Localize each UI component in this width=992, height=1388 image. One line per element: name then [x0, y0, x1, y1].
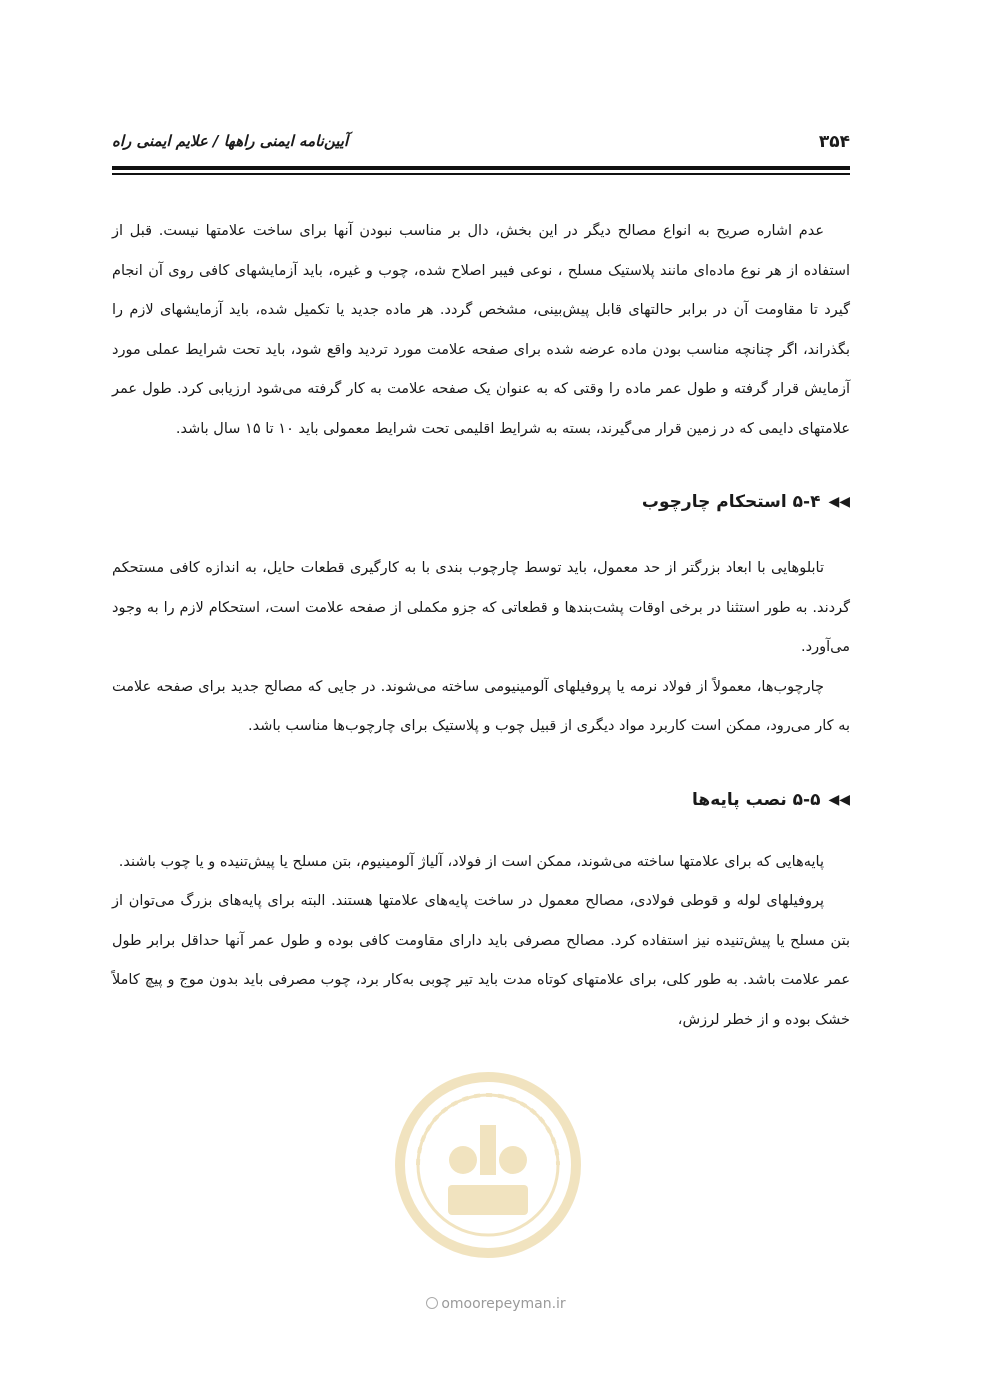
header-rule-thick: [112, 166, 850, 170]
intro-paragraph: عدم اشاره صریح به انواع مصالح دیگر در این بخش، دال بر مناسب نبودن آنها برای ساخت علامتها نیست. قبل از استفاده از هر نوع ماده‌ای مانند پلاستیک مسلح ، نوعی فیبر اصلاح شده، چوب و غیره، باید آزمایشهای کافی روی آن انجام گیرد تا مقاومت آن در برابر حالتهای قابل پیش‌بینی، مشخص گردد. هر ماده جدید یا تکمیل شده، باید آزمایشهای لازم را بگذراند، اگر چنانچه مناسب بودن ماده عرضه شده برای صفحه علامت مورد تردید واقع شود، باید تحت شرایط عملی مورد آزمایش قرار گرفته و طول عمر ماده را وقتی که به عنوان یک صفحه علامت به کار گرفته می‌شود ارزیابی کرد. طول عمر علامتهای دایمی که در زمین قرار می‌گیرند، بسته به شرایط اقلیمی تحت شرایط معمولی باید ۱۰ تا ۱۵ سال باشد.: [112, 223, 850, 437]
section-title: ۵-۴ استحکام چارچوب: [641, 492, 821, 513]
watermark-site: [0, 1296, 992, 1312]
section-title: ۵-۵ نصب پایه‌ها: [692, 789, 821, 810]
globe-icon: [426, 1297, 438, 1309]
watermark-site-text: omoorepeyman.ir: [441, 1296, 566, 1312]
section-paragraph: تابلوهایی با ابعاد بزرگتر از حد معمول، باید توسط چارچوب بندی با به کارگیری قطعات حایل، به اندازه کافی مستحکم گردند. به طور استثنا در برخی اوقات پشت‌بندها و قطعاتی که جزو مکملی از صفحه علامت است، استحکام لازم را به وجود می‌آورد.: [112, 560, 850, 655]
double-chevron-icon: ◀◀: [828, 791, 850, 808]
section-paragraph: پروفیلهای لوله و قوطی فولادی، مصالح معمول در ساخت پایه‌های علامتها هستند. البته برای پایه‌های بزرگ می‌توان از بتن مسلح یا پیش‌تنیده نیز استفاده کرد. مصالح مصرفی باید دارای مقاومت کافی بوده و طول عمر آنها حداقل برابر طول عمر علامت باشد. به طور کلی، برای علامتهای کوتاه مدت باید تیر چوبی به‌کار برد، چوب مصرفی باید بدون موج و پیچ کاملاً خشک بوده و از خطر لرزش،: [112, 893, 850, 1028]
section-paragraph: پایه‌هایی که برای علامتها ساخته می‌شوند، ممکن است از فولاد، آلیاژ آلومینیوم، بتن مسلح یا پیش‌تنیده و یا چوب باشند.: [118, 853, 824, 870]
page-header: [112, 126, 850, 162]
running-title: آیین‌نامه ایمنی راهها / علایم ایمنی راه: [112, 132, 349, 150]
section-paragraph: چارچوب‌ها، معمولاً از فولاد نرمه یا پروفیلهای آلومینیومی ساخته می‌شوند. در جایی که مصالح جدید برای صفحه علامت به کار می‌رود، ممکن است کاربرد مواد دیگری از قبیل چوب و پلاستیک برای چارچوب‌ها مناسب باشد.: [112, 678, 850, 734]
double-chevron-icon: ◀◀: [828, 494, 850, 511]
page-content: [112, 212, 850, 1040]
page-number: ۳۵۴: [818, 132, 850, 152]
watermark-seal-icon: [388, 1065, 588, 1275]
section-heading-post-installation: [112, 781, 850, 821]
header-rule-thin: [112, 173, 850, 175]
section-heading-frame-strength: [112, 483, 850, 523]
